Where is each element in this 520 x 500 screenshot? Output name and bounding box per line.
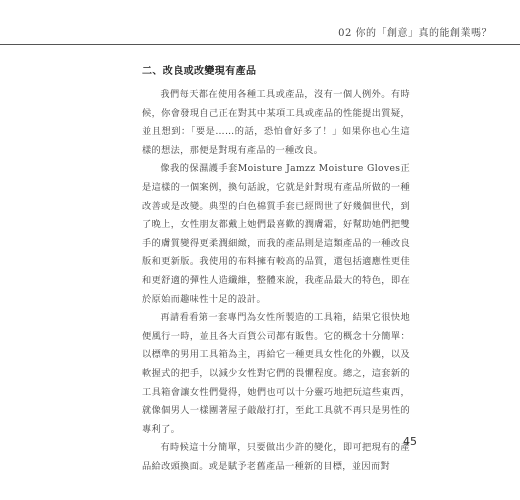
paragraph: 像我的保濕護手套Moisture Jamzz Moisture Gloves正是這樣的一個案例，換句話說，它就是針對現有產品所做的一種改善或是改變。典型的白色棉質手套已經問世了好幾個世代，到了晚上，女性朋友都戴上她們最喜歡的潤膚霜，好幫助她們把雙手的膚質變得更柔潤細緻，而我的產品則是這類產品的一種改良版和更新版。我使用的布料擁有較高的品質，還包括適應性更佳和更舒適的彈性人造纖維，整體來說，我產品最大的特色，即在於原始而趣味性十足的設計。 [142, 163, 410, 305]
section-heading: 二、改良或改變現有產品 [142, 66, 257, 77]
paragraph: 有時候這十分簡單，只要做出少許的變化，即可把現有的產品給改頭換面。或是賦予老舊產品一種新的目標，並因而對 [142, 442, 410, 472]
paragraph: 我們每天都在使用各種工具或產品，沒有一個人例外。有時候，你會發現自己正在對其中某項工具或產品的性能提出質疑，並且想到：「要是……的話，恐怕會好多了！」如果你也心生這樣的想法，那便是對現有產品的一種改良。 [142, 89, 410, 156]
body-text [142, 62, 410, 476]
paragraph: 再請看看第一套專門為女性所製造的工具箱，結果它很快地便風行一時，並且各大百貨公司都有販售。它的概念十分簡單：以標準的男用工具箱為主，再給它一種更具女性化的外觀，以及軟握式的把手，以減少女性對它們的畏懼程度。總之，這套新的工具箱會讓女性們覺得，她們也可以十分靈巧地把玩這些東西，就像個男人一樣團著屋子敲敲打打，至此工具就不再只是男性的專利了。 [142, 312, 410, 435]
running-header-title: 02 你的「創意」真的能創業嗎？ [338, 28, 492, 39]
page-number: 45 [403, 435, 417, 448]
running-header [0, 22, 520, 45]
